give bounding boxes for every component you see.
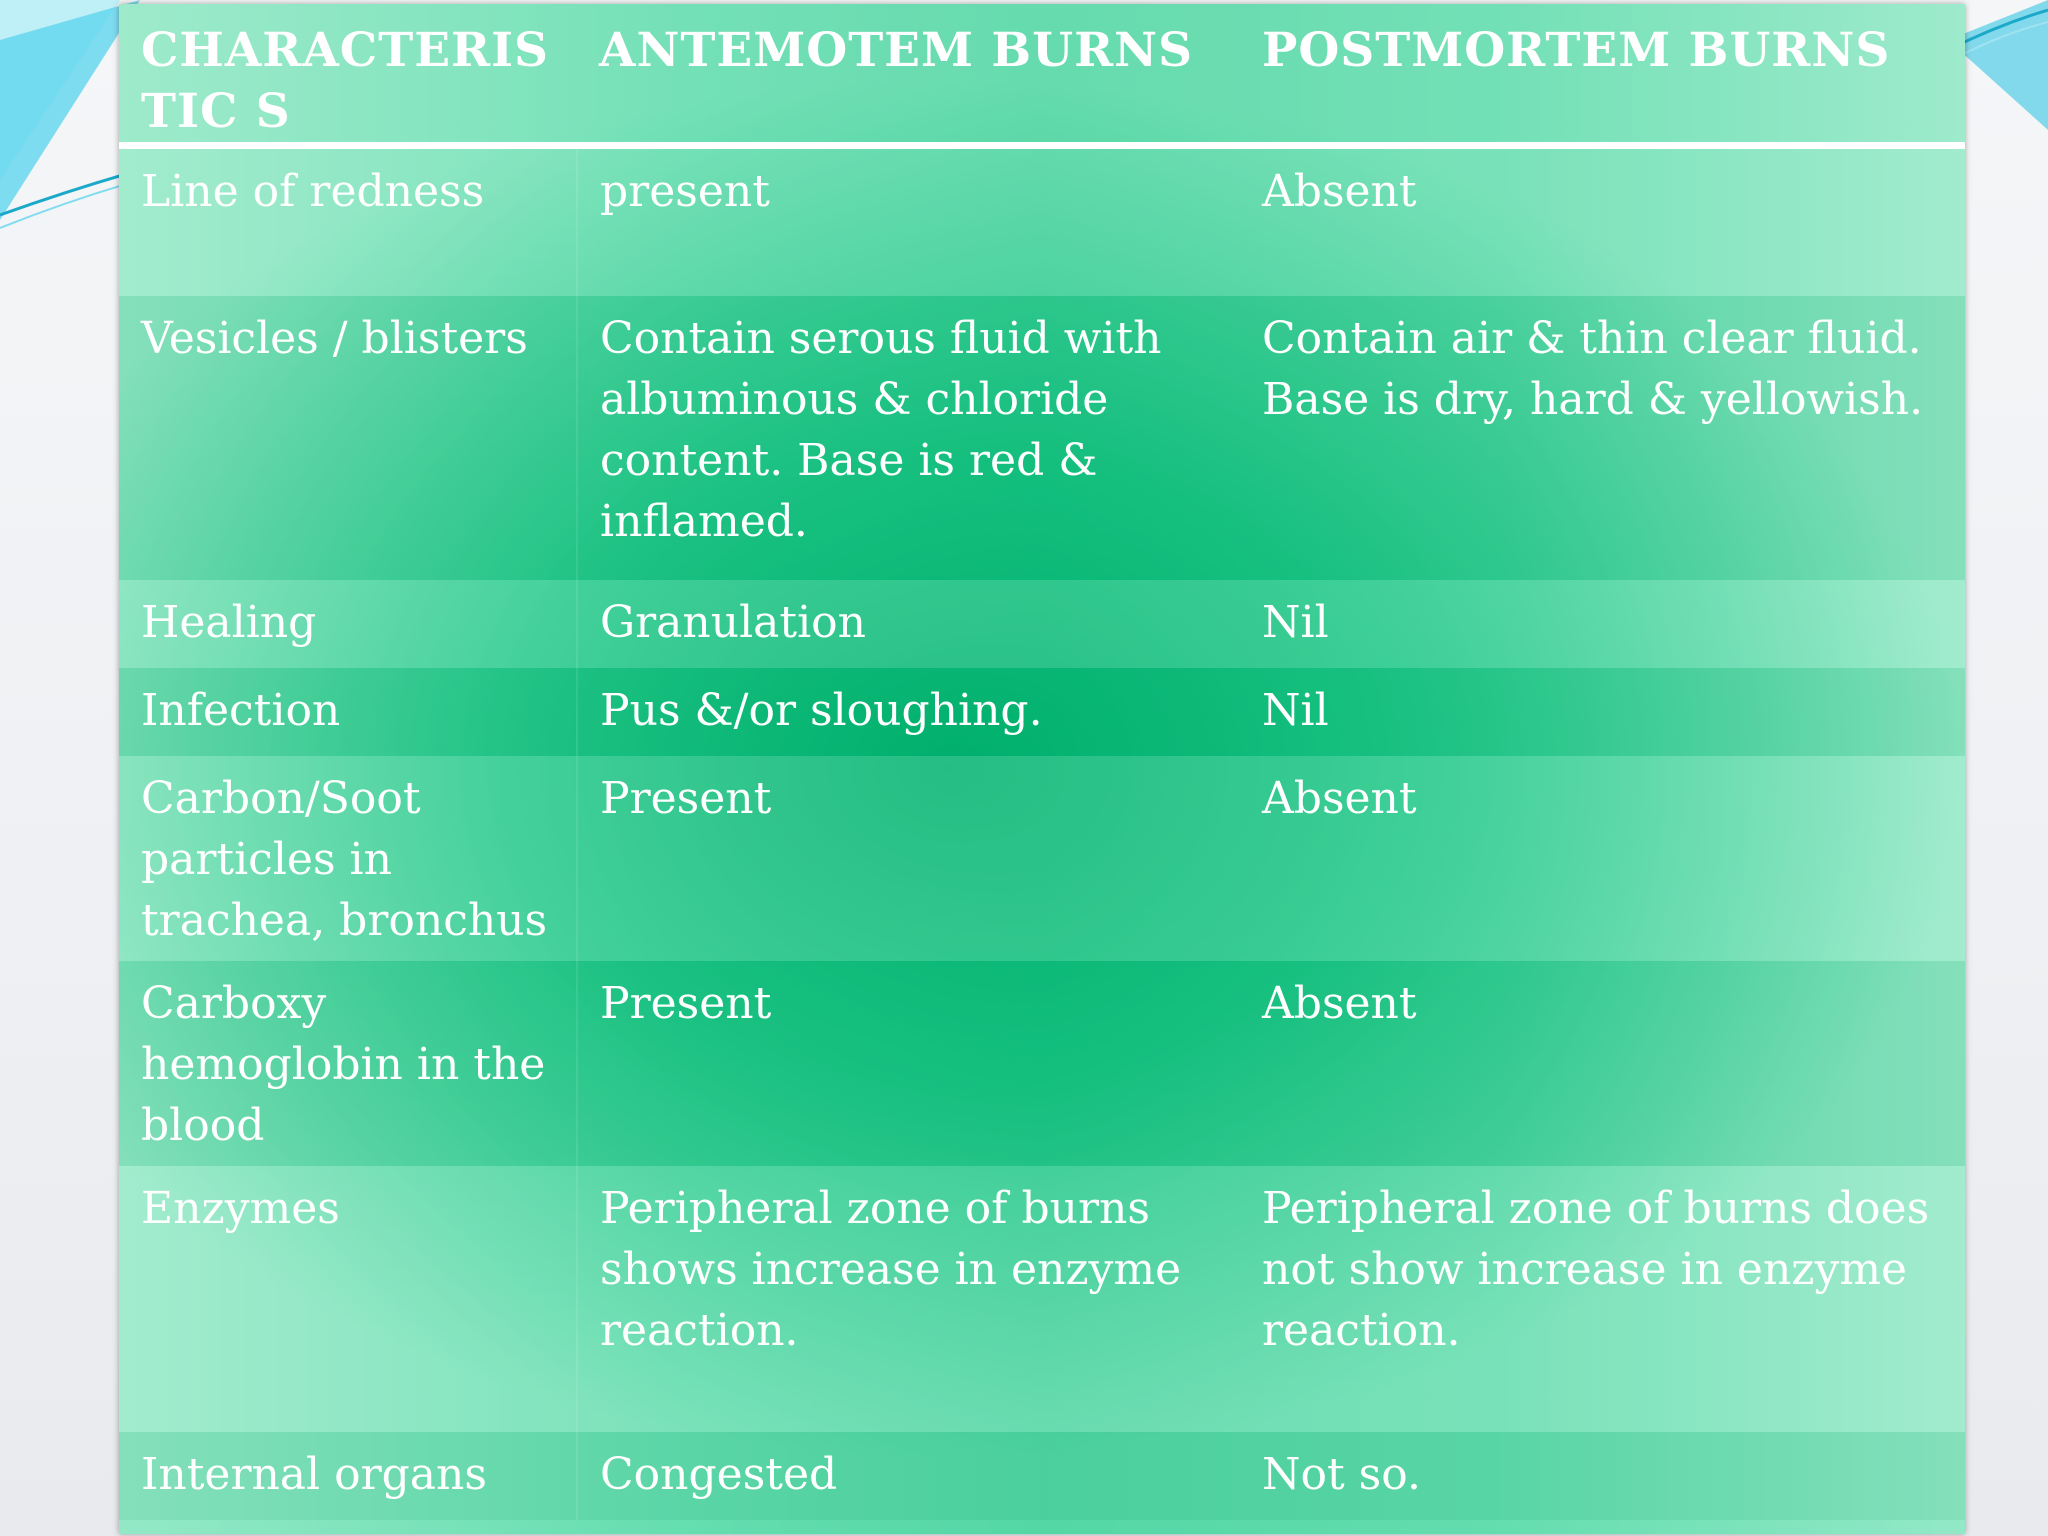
cell-characteristic: Line of redness: [119, 146, 577, 296]
cell-antemortem: Granulation: [577, 580, 1240, 668]
table-row: [119, 1166, 1965, 1432]
cell-postmortem: Peripheral zone of burns does not show increase in enzyme reaction.: [1240, 1166, 1965, 1432]
cell-postmortem: Contain air & thin clear fluid. Base is dry, hard & yellowish.: [1240, 296, 1965, 580]
table-row: [119, 296, 1965, 580]
cell-postmortem: Absent: [1240, 756, 1965, 961]
cell-characteristic: Enzymes: [119, 1166, 577, 1432]
table-row: [119, 756, 1965, 961]
table-row: [119, 668, 1965, 756]
comparison-table: [119, 4, 1965, 1520]
table-row: [119, 1432, 1965, 1520]
cell-postmortem: Nil: [1240, 668, 1965, 756]
cell-postmortem: Not so.: [1240, 1432, 1965, 1520]
table-row: [119, 961, 1965, 1166]
cell-characteristic: Carbon/Soot particles in trachea, bronchus: [119, 756, 577, 961]
cell-characteristic: Healing: [119, 580, 577, 668]
cell-antemortem: Present: [577, 961, 1240, 1166]
header-postmortem-burns: POSTMORTEM BURNS: [1240, 4, 1965, 146]
table-header-row: [119, 4, 1965, 146]
cell-characteristic: Internal organs: [119, 1432, 577, 1520]
cell-characteristic: Vesicles / blisters: [119, 296, 577, 580]
cell-antemortem: present: [577, 146, 1240, 296]
cell-characteristic: Infection: [119, 668, 577, 756]
cell-characteristic: Carboxy hemoglobin in the blood: [119, 961, 577, 1166]
slide: [119, 4, 1965, 1534]
table-row: [119, 580, 1965, 668]
cell-antemortem: Pus &/or sloughing.: [577, 668, 1240, 756]
cell-postmortem: Absent: [1240, 961, 1965, 1166]
header-characteristics: CHARACTERISTIC S: [119, 4, 577, 146]
header-antemortem-burns: ANTEMOTEM BURNS: [577, 4, 1240, 146]
cell-antemortem: Present: [577, 756, 1240, 961]
cell-antemortem: Peripheral zone of burns shows increase in enzyme reaction.: [577, 1166, 1240, 1432]
table-row: [119, 146, 1965, 296]
cell-antemortem: Contain serous fluid with albuminous & chloride content. Base is red & inflamed.: [577, 296, 1240, 580]
cell-postmortem: Absent: [1240, 146, 1965, 296]
cell-antemortem: Congested: [577, 1432, 1240, 1520]
cell-postmortem: Nil: [1240, 580, 1965, 668]
